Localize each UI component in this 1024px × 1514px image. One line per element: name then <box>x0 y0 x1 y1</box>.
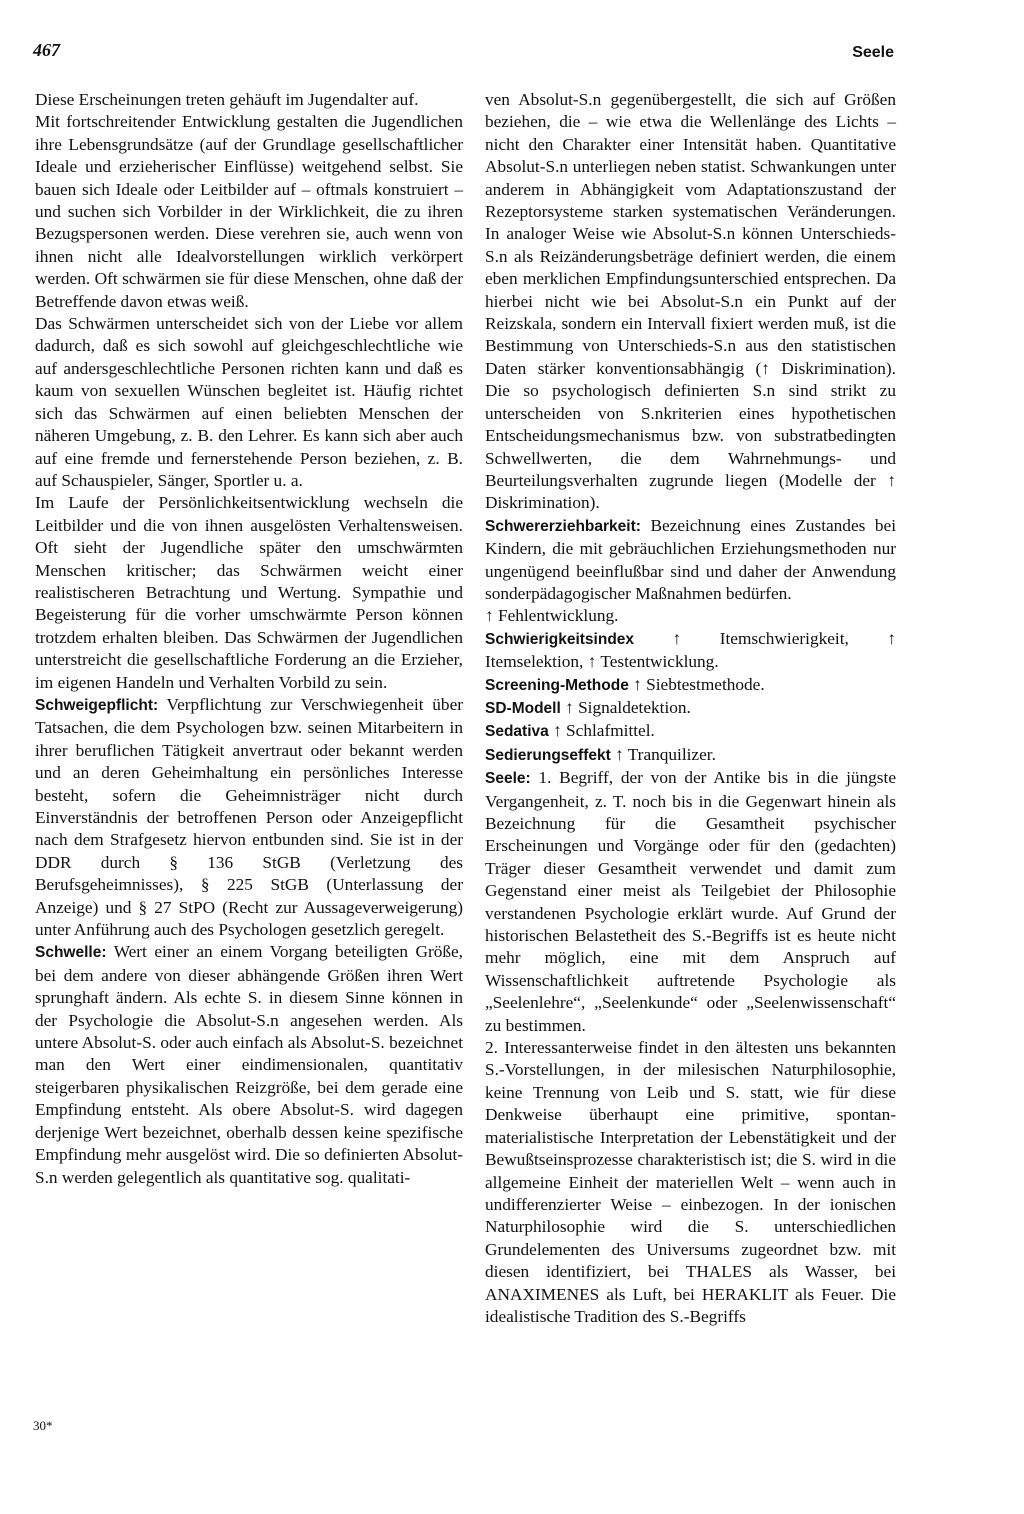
entry-schwelle: Schwelle: Wert einer an einem Vorgang beteiligten Größe, bei dem andere von dieser abhängende Größen ihren Wert sprunghaft ändern. Als echte S. in diesem Sinne können in der Psychologie die Absolut-S.n angesehen werden. Als untere Absolut-S. oder auch einfach als Absolut-S. bezeichnet man den Wert einer eindimensionalen, quantitativ steigerbaren physikalischen Reizgröße, bei dem gerade eine Empfindung entsteht. Als obere Absolut-S. wird dagegen derjenige Wert bezeichnet, oberhalb dessen keine spezifische Empfindung mehr ausgelöst wird. Die so definierten Absolut-S.n werden gelegentlich als quantitative sog. qualitati- <box>35 942 463 1187</box>
entry-term: Sedierungseffekt <box>485 746 611 764</box>
paragraph: ven Absolut-S.n gegenübergestellt, die sich auf Größen beziehen, die – wie etwa die Wellenlänge des Lichts – nicht den Charakter einer Intensität haben. Quantitative Absolut-S.n unterliegen neben statist. Schwankungen unter anderem in Abhängigkeit vom Adaptationszustand der Rezeptorsysteme starken systematischen Veränderungen. In analoger Weise wie Absolut-S.n können Unterschieds-S.n als Reizänderungsbeträge definiert werden, die einem eben merklichen Empfindungsunterschied entsprechen. Da hierbei nicht wie bei Absolut-S.n ein Punkt auf der Reizskala, sondern ein Intervall fixiert werden muß, ist die Bestimmung von Unterschieds-S.n aus den statistischen Daten stärker konventionsabhängig (↑ Diskrimination). Die so psychologisch definierten S.n sind strikt zu unterscheiden von S.nkriterien eines hypothetischen Entscheidungsmechanismus bzw. von substratbedingten Schwellwerten, die dem Wahrnehmungs- und Beurteilungsverhalten zugrunde liegen (Modelle der ↑ Diskrimination). <box>485 90 896 513</box>
entry-seele: Seele: 1. Begriff, der von der Antike bis in die jüngste Vergangenheit, z. T. noch bis in die Gegenwart hinein als Bezeichnung für die Gesamtheit psychischer Erscheinungen und Vorgänge oder für den (gedachten) Träger dieser Gesamtheit verwendet und damit zum Gegenstand einer meist als Teilgebiet der Philosophie verstandenen Psychologie erklärt wurde. Auf Grund der historischen Belastetheit des S.-Begriffs ist es heute nicht mehr möglich, eine mit dem Anspruch auf Wissenschaftlichkeit auftretende Psychologie als „Seelenlehre“, „Seelenkunde“ oder „Seelenwissenschaft“ zu bestimmen. <box>485 768 896 1035</box>
paragraph: 2. Interessanterweise findet in den ältesten uns bekannten S.-Vorstellungen, in der milesischen Naturphilosophie, keine Trennung von Leib und S. statt, wie für diese Denkweise überhaupt eine primitive, spontan-materialistische Interpretation der Lebenstätigkeit und der Bewußtseinsprozesse charakteristisch ist; die S. wird in die allgemeine Einheit der materiellen Welt – wenn auch in undifferenzierter Weise – einbezogen. In der ionischen Naturphilosophie wird die S. unterschiedlichen Grundelementen des Universums zugeordnet bzw. mit diesen identifiziert, bei THALES als Wasser, bei ANAXIMENES als Luft, bei HERAKLIT als Feuer. Die idealistische Tradition des S.-Begriffs <box>485 1038 896 1326</box>
cross-reference: ↑ Fehlentwicklung. <box>485 606 619 626</box>
paragraph: Mit fortschreitender Entwicklung gestalten die Jugendlichen ihre Lebensgrundsätze (auf der Grundlage gesellschaftlicher Ideale und erzieherischer Einflüsse) weitgehend selbst. Sie bauen sich Ideale oder Leitbilder auf – oftmals konstruiert – und suchen sich Vorbilder in der Wirklichkeit, die zu ihren Bezugspersonen werden. Diese verehren sie, auch wenn von ihnen nicht alle Idealvorstellungen wirklich verkörpert werden. Oft schwärmen sie für diese Menschen, ohne daß der Betreffende davon etwas weiß. <box>35 112 463 311</box>
entry-term: Sedativa <box>485 723 549 741</box>
entry-screening-methode: Screening-Methode ↑ Siebtestmethode. <box>485 674 765 694</box>
entry-schweigepflicht: Schweigepflicht: Verpflichtung zur Verschwiegenheit über Tatsachen, die dem Psychologen bzw. seinen Mitarbeitern in ihrer beruflichen Tätigkeit anvertraut oder bekannt werden und an deren Geheimhaltung ein persönliches Interesse besteht, sofern die Geheimnisträger nicht durch Einverständnis der betroffenen Person oder Anzeigepflicht nach dem Strafgesetz hiervon entbunden sind. Sie ist in der DDR durch § 136 StGB (Verletzung des Berufsgeheimnisses), § 225 StGB (Unterlassung der Anzeige) und § 27 StPO (Recht zur Aussageverweigerung) unter Anführung auch des Psychologen gesetzlich geregelt. <box>35 694 463 940</box>
running-head: Seele <box>852 44 894 61</box>
paragraph: Im Laufe der Persönlichkeitsentwicklung wechseln die Leitbilder und die von ihnen ausgelösten Verhaltensweisen. Oft sieht der Jugendliche später den umschwärmten Menschen kritischer; das Schwärmen weicht einer realistischeren Betrachtung und Wertung. Sympathie und Begeisterung für die vorher umschwärmte Person können trotzdem erhalten bleiben. Das Schwärmen der Jugendlichen unterstreicht die gesellschaftliche Forderung an die Erzieher, im eigenen Handeln und Verhalten Vorbild zu sein. <box>35 493 463 692</box>
entry-sedativa: Sedativa ↑ Schlafmittel. <box>485 721 655 741</box>
right-column <box>485 89 896 1328</box>
paragraph: Das Schwärmen unterscheidet sich von der Liebe vor allem dadurch, daß es sich sowohl auf gleichgeschlechtliche wie auf andersgeschlechtliche Personen richten kann und daß es kaum von sexuellen Wünschen begleitet ist. Häufig richtet sich das Schwärmen auf einen beliebten Menschen der näheren Umgebung, z. B. den Lehrer. Es kann sich aber auch auf eine fremde und fernerstehende Person beziehen, z. B. auf Schauspieler, Sänger, Sportler u. a. <box>35 314 463 490</box>
paragraph: Diese Erscheinungen treten gehäuft im Jugendalter auf. <box>35 90 419 109</box>
footer-signature: 30* <box>33 1418 53 1433</box>
entry-term: SD-Modell <box>485 699 561 717</box>
entry-term: Screening-Methode <box>485 676 629 694</box>
entry-sedierungseffekt: Sedierungseffekt ↑ Tranquilizer. <box>485 744 716 764</box>
entry-schwierigkeitsindex: Schwierigkeitsindex ↑ Itemschwierigkeit, ↑ Itemselektion, ↑ Testentwicklung. <box>485 628 896 672</box>
entry-term: Schwierigkeitsindex <box>485 630 635 648</box>
entry-sd-modell: SD-Modell ↑ Signaldetektion. <box>485 697 691 717</box>
entry-term: Schwererziehbarkeit: <box>485 517 641 535</box>
page-number: 467 <box>33 40 60 60</box>
entry-term: Schwelle: <box>35 944 107 962</box>
entry-schwererziehbarkeit: Schwererziehbarkeit: Bezeichnung eines Zustandes bei Kindern, die mit gebräuchlichen Erziehungsmethoden nur ungenügend beeinflußbar sind und daher der Anwendung sonderpädagogischer Maßnahmen bedürfen. <box>485 515 896 603</box>
entry-term: Schweigepflicht: <box>35 696 159 714</box>
entry-term: Seele: <box>485 770 531 788</box>
left-column <box>35 89 463 1189</box>
